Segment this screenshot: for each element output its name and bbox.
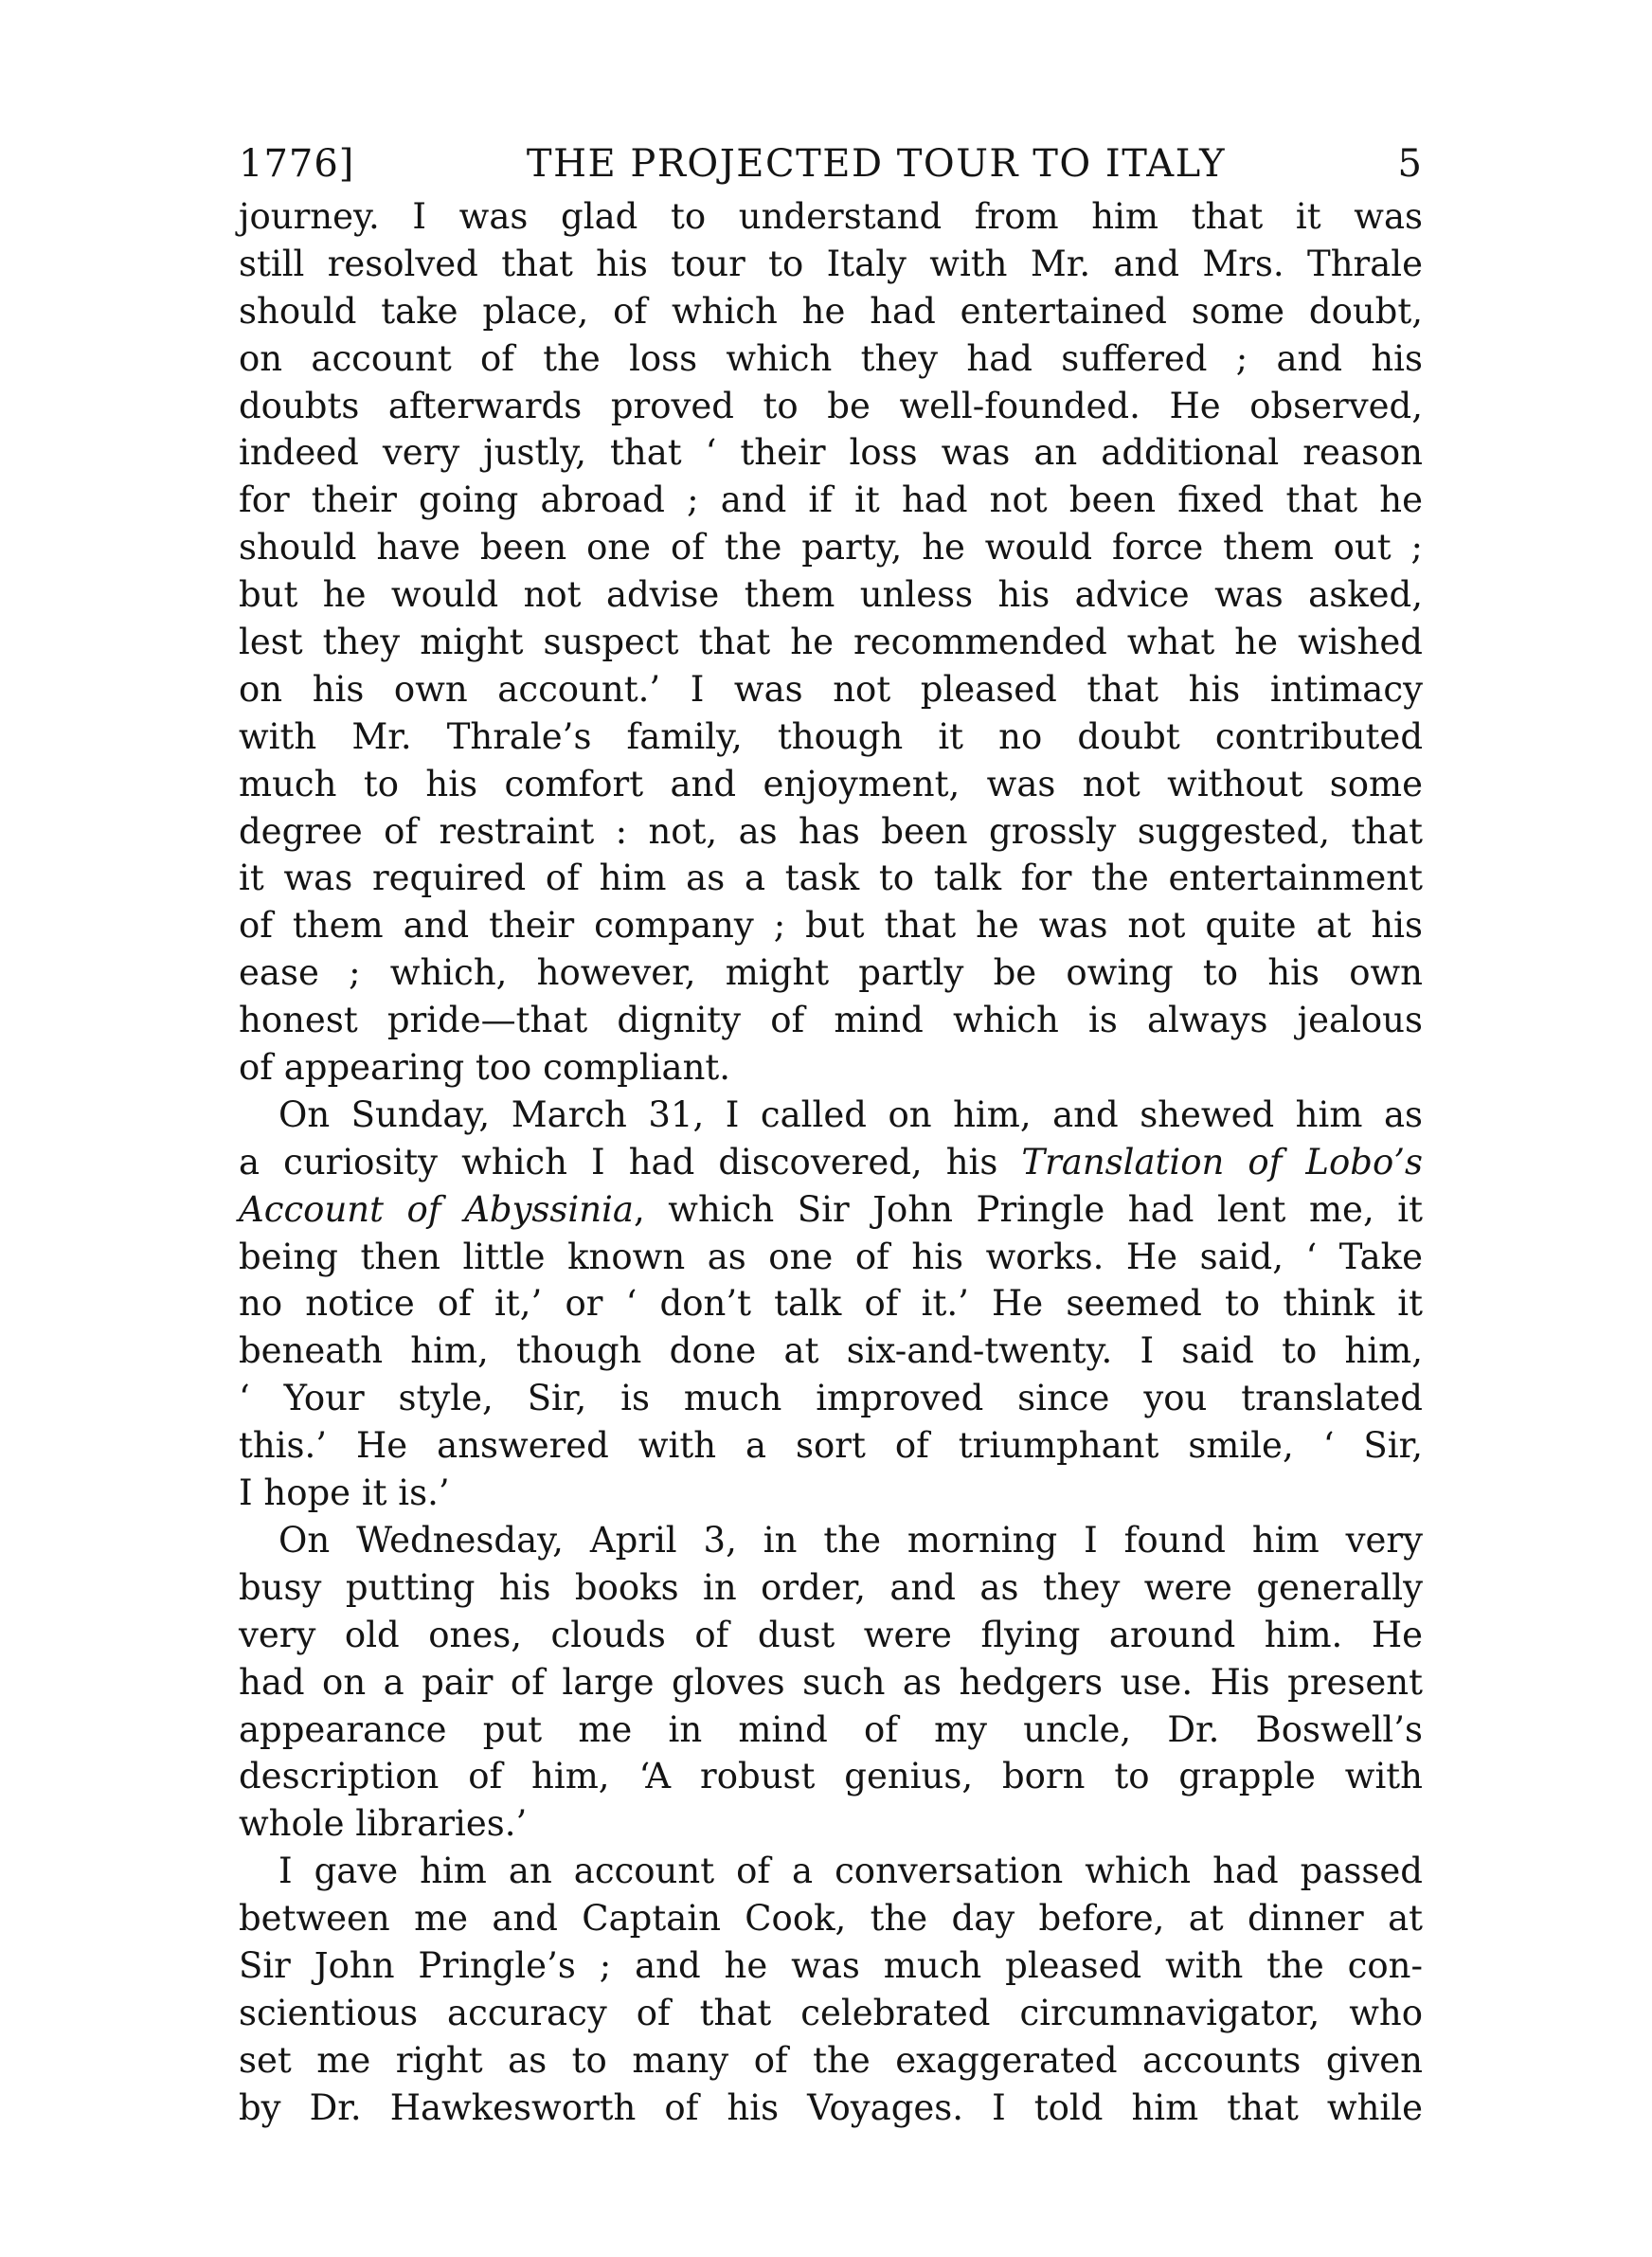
text-segment: by Dr. Hawkesworth of his Voyages. I told him that while: [239, 2086, 1423, 2128]
text-segment: this.’ He answered with a sort of triumphant smile, ‘ Sir,: [239, 1425, 1423, 1467]
text-segment: whole libraries.’: [239, 1803, 528, 1845]
text-segment: of appearing too compliant.: [239, 1047, 731, 1089]
text-segment: set me right as to many of the exaggerated accounts given: [239, 2039, 1423, 2081]
text-segment: busy putting his books in order, and as they were generally: [239, 1566, 1423, 1608]
text-segment: a curiosity which I had discovered, his: [239, 1141, 1022, 1183]
text-segment: On Wednesday, April 3, in the morning I found him very: [278, 1519, 1423, 1561]
text-segment: description of him, ‘A robust genius, born to grapple with: [239, 1756, 1423, 1797]
text-line: [239, 1044, 1423, 1092]
running-head-year: 1776]: [239, 142, 355, 186]
text-line: [239, 193, 1423, 241]
text-line: [239, 997, 1423, 1044]
text-segment: beneath him, though done at six-and-twenty. I said to him,: [239, 1330, 1423, 1372]
text-segment: no notice of it,’ or ‘ don’t talk of it.’ He seemed to think it: [239, 1283, 1423, 1325]
text-line: [239, 2085, 1423, 2132]
text-line: [239, 524, 1423, 571]
paragraph: [239, 193, 1423, 1092]
text-line: [239, 949, 1423, 997]
text-line: [239, 1327, 1423, 1375]
text-segment: of them and their company ; but that he was not quite at his: [239, 905, 1423, 947]
text-line: [239, 1895, 1423, 1942]
text-segment: should have been one of the party, he would force them out ;: [239, 527, 1423, 569]
text-line: [239, 1186, 1423, 1234]
text-line: [239, 713, 1423, 761]
text-segment: honest pride—that dignity of mind which is always jealous: [239, 1000, 1423, 1041]
text-segment: appearance put me in mind of my uncle, Dr. Boswell’s: [239, 1708, 1423, 1750]
text-line: [239, 1706, 1423, 1754]
text-line: [239, 1234, 1423, 1281]
text-line: [239, 666, 1423, 713]
text-line: [239, 1990, 1423, 2037]
text-line: [239, 335, 1423, 383]
text-line: [239, 808, 1423, 856]
text-line: [239, 1848, 1423, 1895]
book-page: [239, 140, 1423, 2132]
text-line: [239, 1942, 1423, 1990]
paragraph: [239, 1848, 1423, 2131]
text-segment: still resolved that his tour to Italy with Mr. and Mrs. Thrale: [239, 243, 1423, 284]
text-line: [239, 1470, 1423, 1517]
text-line: [239, 288, 1423, 335]
text-segment: journey. I was glad to understand from him that it was: [239, 196, 1423, 237]
text-segment: I gave him an account of a conversation which had passed: [278, 1851, 1423, 1892]
text-segment: it was required of him as a task to talk for the entertainment: [239, 858, 1423, 899]
body-text: [239, 193, 1423, 2132]
text-segment: doubts afterwards proved to be well-founded. He observed,: [239, 385, 1423, 426]
text-segment: , which Sir John Pringle had lent me, it: [633, 1188, 1423, 1230]
text-line: [239, 383, 1423, 430]
text-line: [239, 2037, 1423, 2085]
text-line: [239, 1280, 1423, 1327]
text-line: [239, 1517, 1423, 1564]
text-line: [239, 1375, 1423, 1422]
text-line: [239, 1800, 1423, 1848]
text-line: [239, 1753, 1423, 1800]
text-segment: lest they might suspect that he recommended what he wished: [239, 622, 1423, 663]
paragraph: [239, 1092, 1423, 1517]
text-line: [239, 855, 1423, 902]
text-segment: had on a pair of large gloves such as hedgers use. His present: [239, 1661, 1423, 1703]
page-number: 5: [1397, 142, 1423, 186]
running-head: [239, 140, 1423, 188]
text-line: [239, 619, 1423, 666]
text-segment: ‘ Your style, Sir, is much improved since you translated: [239, 1378, 1423, 1419]
text-segment: being then little known as one of his works. He said, ‘ Take: [239, 1236, 1423, 1277]
text-line: [239, 1422, 1423, 1470]
text-segment: should take place, of which he had entertained some doubt,: [239, 290, 1423, 332]
text-segment: scientious accuracy of that celebrated circumnavigator, who: [239, 1992, 1423, 2033]
text-line: [239, 477, 1423, 524]
running-head-title: THE PROJECTED TOUR TO ITALY: [526, 142, 1227, 186]
text-segment: I hope it is.’: [239, 1472, 450, 1514]
text-line: [239, 902, 1423, 949]
text-segment: much to his comfort and enjoyment, was not without some: [239, 763, 1423, 804]
text-line: [239, 571, 1423, 619]
text-segment: for their going abroad ; and if it had not been fixed that he: [239, 479, 1423, 521]
text-line: [239, 1612, 1423, 1659]
text-line: [239, 761, 1423, 808]
text-segment: degree of restraint : not, as has been grossly suggested, that: [239, 810, 1423, 852]
text-line: [239, 1564, 1423, 1612]
text-segment: indeed very justly, that ‘ their loss was an additional reason: [239, 432, 1423, 474]
text-line: [239, 1092, 1423, 1139]
text-segment: Sir John Pringle’s ; and he was much pleased with the con-: [239, 1944, 1423, 1986]
text-segment: but he would not advise them unless his advice was asked,: [239, 574, 1423, 616]
italic-title-text: Account of Abyssinia: [239, 1188, 634, 1230]
paragraph: [239, 1517, 1423, 1848]
text-segment: between me and Captain Cook, the day before, at dinner at: [239, 1898, 1423, 1940]
text-segment: very old ones, clouds of dust were flying around him. He: [239, 1614, 1423, 1655]
text-line: [239, 1659, 1423, 1706]
text-segment: On Sunday, March 31, I called on him, and shewed him as: [278, 1093, 1423, 1135]
text-segment: on account of the loss which they had suffered ; and his: [239, 337, 1423, 379]
italic-title-text: Translation of Lobo’s: [1021, 1141, 1423, 1183]
text-segment: on his own account.’ I was not pleased that his intimacy: [239, 668, 1423, 710]
text-line: [239, 1139, 1423, 1186]
text-segment: with Mr. Thrale’s family, though it no doubt contributed: [239, 715, 1423, 757]
text-line: [239, 429, 1423, 477]
text-line: [239, 241, 1423, 288]
text-segment: ease ; which, however, might partly be owing to his own: [239, 952, 1423, 994]
